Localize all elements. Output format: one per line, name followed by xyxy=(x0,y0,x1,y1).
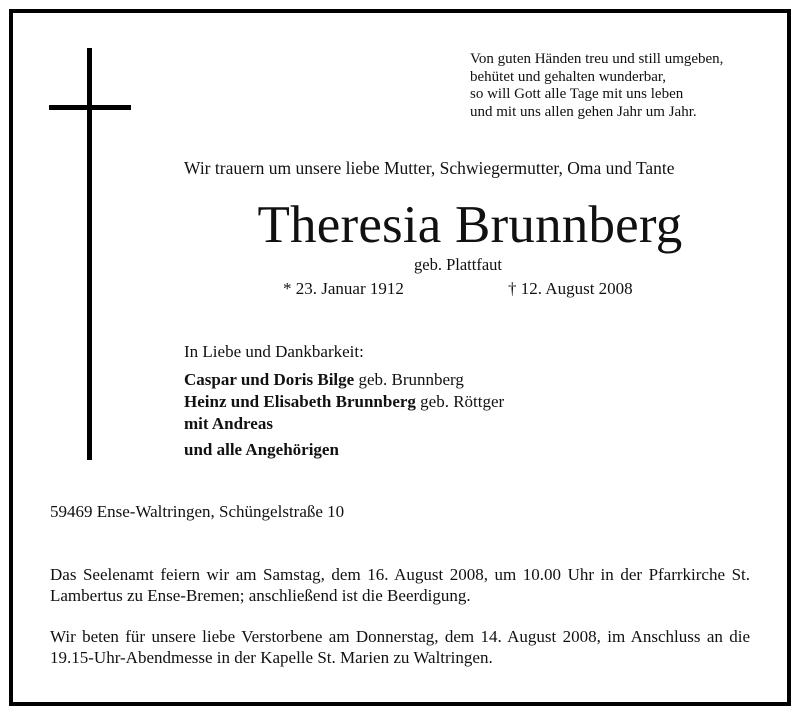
cross-icon-horizontal xyxy=(49,105,131,110)
mourner-birth-name: geb. Brunnberg xyxy=(354,370,464,389)
mourner-birth-name: geb. Röttger xyxy=(415,392,505,411)
mourners-list xyxy=(184,369,504,461)
mourner-names: Heinz und Elisabeth Brunnberg xyxy=(184,392,416,411)
poem-line: so will Gott alle Tage mit uns leben xyxy=(470,86,684,102)
poem-line: behütet und gehalten wunderbar, xyxy=(470,68,666,85)
deceased-name: Theresia Brunnberg xyxy=(257,196,683,254)
mourner-line xyxy=(184,369,504,391)
poem-line: Von guten Händen treu und still umgeben, xyxy=(470,51,724,67)
poem xyxy=(470,51,723,121)
prayer-paragraph: Wir beten für unsere liebe Verstorbene am Donnerstag, dem 14. August 2008, im Anschluss an die 19.15-Uhr-Abendmesse in der Kapelle St. Marien zu Waltringen. xyxy=(50,627,750,667)
death-date: † 12. August 2008 xyxy=(508,279,633,298)
mourning-intro: Wir trauern um unsere liebe Mutter, Schwiegermutter, Oma und Tante xyxy=(184,158,675,178)
address: 59469 Ense-Waltringen, Schüngelstraße 10 xyxy=(50,502,345,521)
birth-name: geb. Plattfaut xyxy=(414,255,502,274)
birth-date: * 23. Januar 1912 xyxy=(283,279,404,298)
funeral-paragraph: Das Seelenamt feiern wir am Samstag, dem 16. August 2008, um 10.00 Uhr in der Pfarrkirche St. Lambertus zu Ense-Bremen; anschließend ist die Beerdigung. xyxy=(50,565,750,605)
poem-line: und mit uns allen gehen Jahr um Jahr. xyxy=(470,103,697,120)
mourner-line xyxy=(184,391,504,413)
dedication: In Liebe und Dankbarkeit: xyxy=(184,342,364,361)
mourner-line: mit Andreas xyxy=(184,414,273,433)
mourner-line: und alle Angehörigen xyxy=(184,440,339,459)
mourner-names: Caspar und Doris Bilge xyxy=(184,370,355,389)
